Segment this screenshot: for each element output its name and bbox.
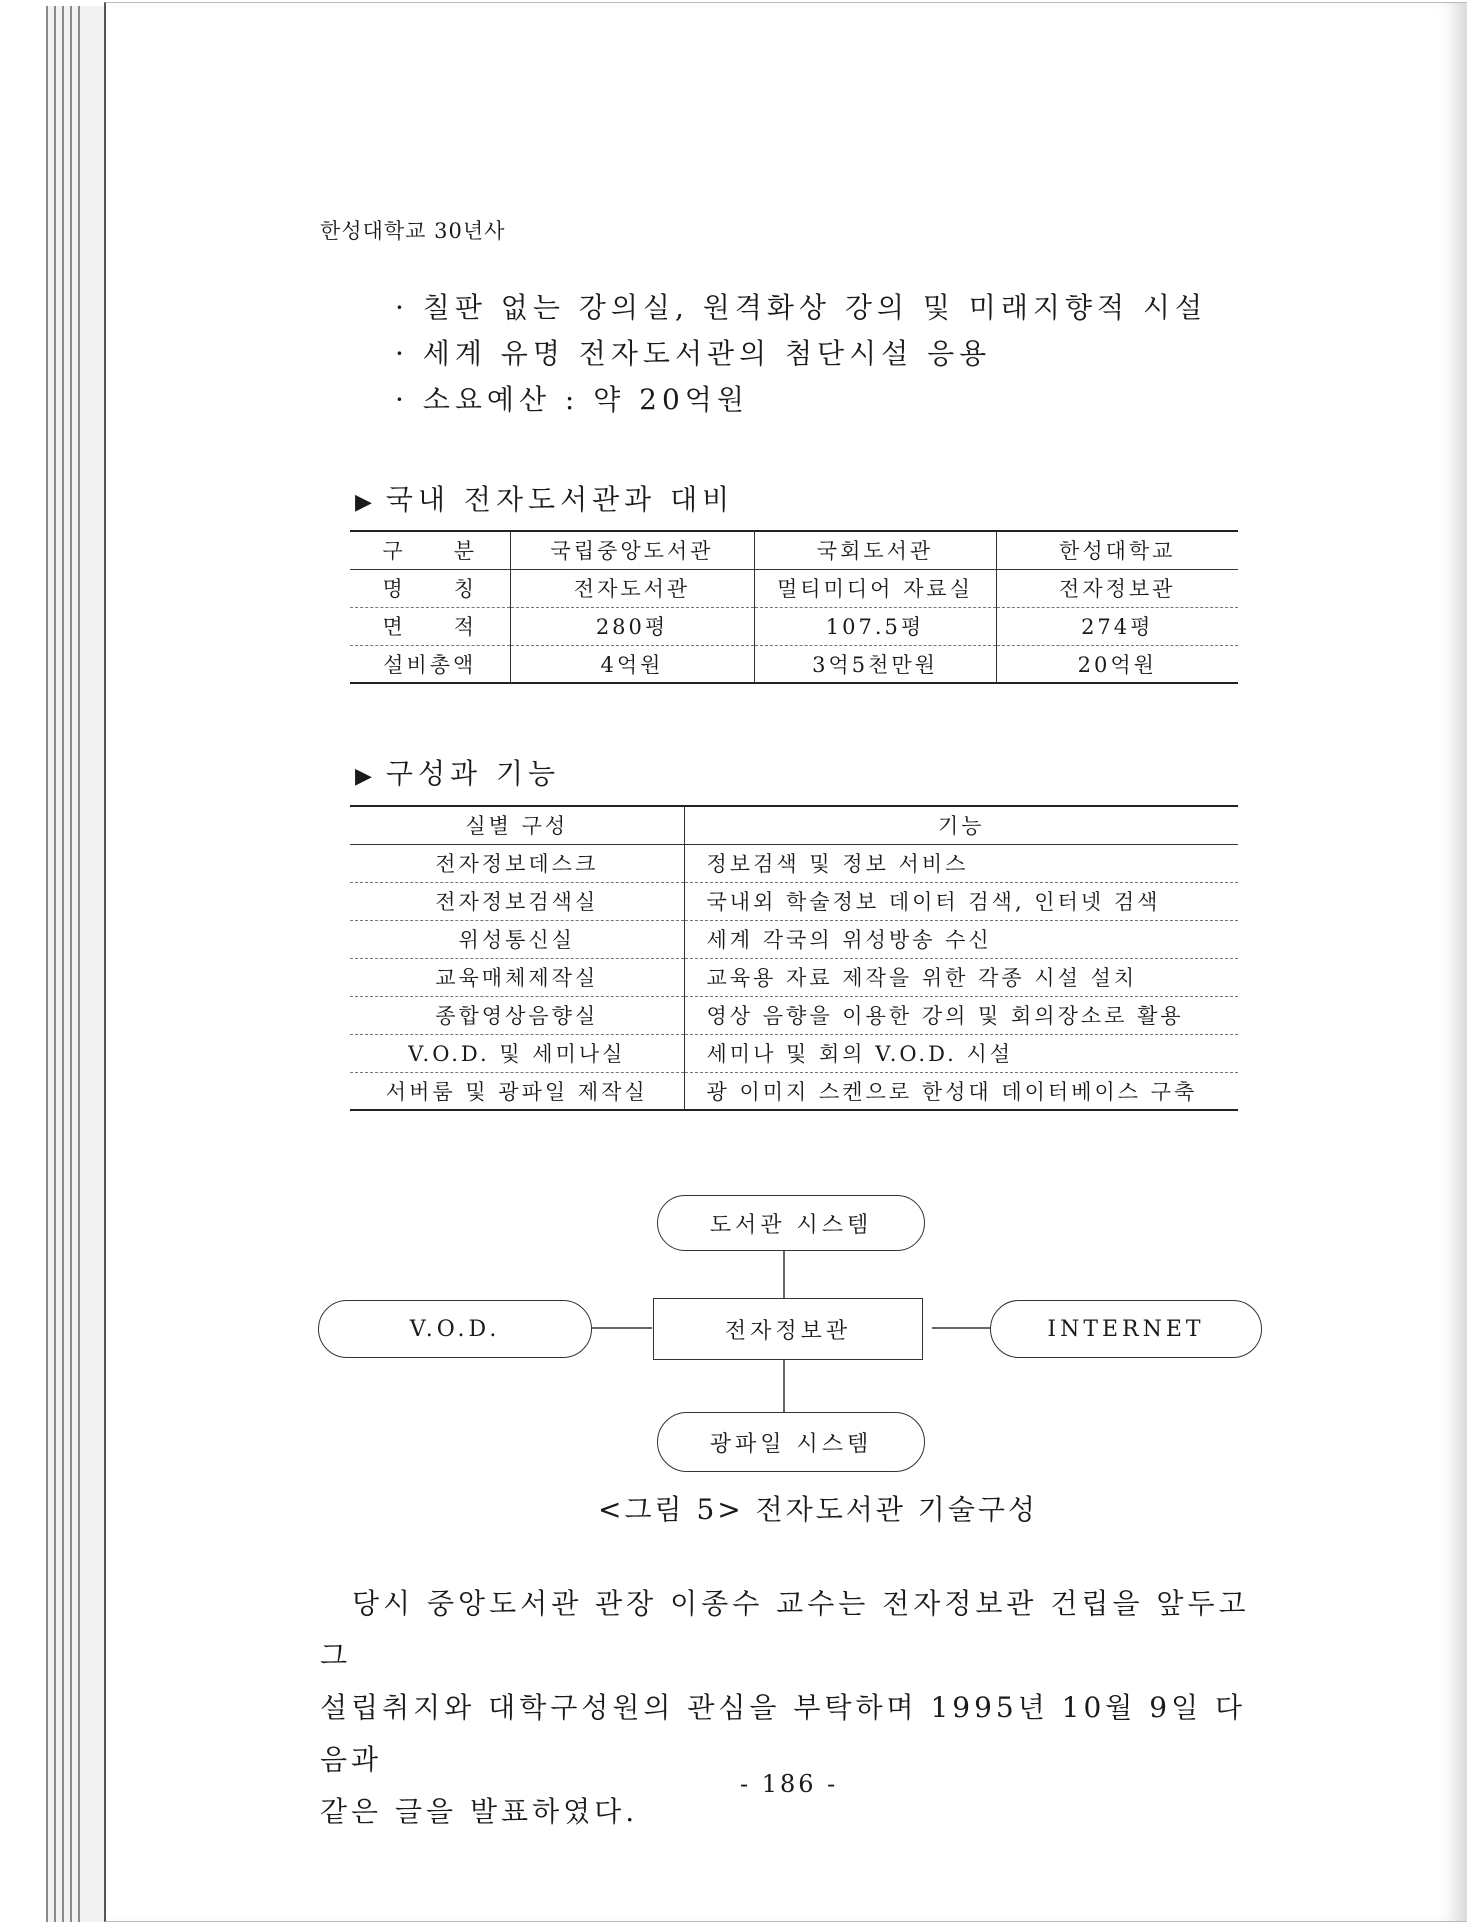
section-title-text: 구성과 기능 [385, 757, 561, 790]
table-cell: 세계 각국의 위성방송 수신 [684, 920, 1238, 958]
table-cell: 107.5평 [754, 607, 996, 645]
table-cell: 명 칭 [350, 569, 510, 607]
triangle-marker-icon: ▶ [355, 490, 372, 515]
table-cell: 세미나 및 회의 V.O.D. 시설 [684, 1034, 1238, 1072]
table-cell: 서버룸 및 광파일 제작실 [350, 1072, 684, 1110]
diagram-node-internet: INTERNET [990, 1300, 1262, 1358]
table-cell: 274평 [996, 607, 1238, 645]
header-cell: 국회도서관 [754, 531, 996, 569]
table-cell: 광 이미지 스켄으로 한성대 데이터베이스 구축 [684, 1072, 1238, 1110]
paragraph-line: 당시 중앙도서관 관장 이종수 교수는 전자정보관 건립을 앞두고 그 [320, 1587, 1250, 1672]
table-cell: 정보검색 및 정보 서비스 [684, 844, 1238, 882]
table-cell: 교육매체제작실 [350, 958, 684, 996]
header-cell: 한성대학교 [996, 531, 1238, 569]
bullet-item: · 세계 유명 전자도서관의 첨단시설 응용 [395, 337, 992, 370]
table-cell: 전자정보데스크 [350, 844, 684, 882]
header-cell: 기능 [684, 806, 1238, 844]
header-cell: 국립중앙도서관 [510, 531, 754, 569]
figure-caption: <그림 5> 전자도서관 기술구성 [598, 1493, 1038, 1526]
table-cell: 위성통신실 [350, 920, 684, 958]
table-cell: 20억원 [996, 645, 1238, 683]
diagram-node-library-system: 도서관 시스템 [657, 1195, 925, 1251]
section-title-text: 국내 전자도서관과 대비 [385, 483, 735, 516]
table-cell: 전자도서관 [510, 569, 754, 607]
table-cell: 280평 [510, 607, 754, 645]
table-cell: 전자정보검색실 [350, 882, 684, 920]
table-cell: 교육용 자료 제작을 위한 각종 시설 설치 [684, 958, 1238, 996]
diagram-node-vod: V.O.D. [318, 1300, 592, 1358]
table-cell: V.O.D. 및 세미나실 [350, 1034, 684, 1072]
header-cell: 구 분 [350, 531, 510, 569]
running-header: 한성대학교 30년사 [320, 219, 506, 243]
body-paragraph [320, 1578, 1260, 1838]
paragraph-line: 설립취지와 대학구성원의 관심을 부탁하며 1995년 10월 9일 다음과 [320, 1691, 1247, 1776]
table-cell: 종합영상음향실 [350, 996, 684, 1034]
table-cell: 4억원 [510, 645, 754, 683]
table-cell: 멀티미디어 자료실 [754, 569, 996, 607]
table-cell: 3억5천만원 [754, 645, 996, 683]
triangle-marker-icon: ▶ [355, 764, 372, 789]
header-cell: 실별 구성 [350, 806, 684, 844]
table-cell: 면 적 [350, 607, 510, 645]
table-cell: 영상 음향을 이용한 강의 및 회의장소로 활용 [684, 996, 1238, 1034]
table-cell: 설비총액 [350, 645, 510, 683]
page-number: - 186 - [740, 1770, 839, 1798]
diagram-node-e-info-center: 전자정보관 [653, 1298, 923, 1360]
table-cell: 국내외 학술정보 데이터 검색, 인터넷 검색 [684, 882, 1238, 920]
paragraph-line: 같은 글을 발표하였다. [320, 1795, 639, 1828]
diagram-node-optical-file-system: 광파일 시스템 [657, 1412, 925, 1472]
bullet-item: · 칠판 없는 강의실, 원격화상 강의 및 미래지향적 시설 [395, 291, 1208, 324]
table-cell: 전자정보관 [996, 569, 1238, 607]
bullet-item: · 소요예산 : 약 20억원 [395, 383, 749, 416]
